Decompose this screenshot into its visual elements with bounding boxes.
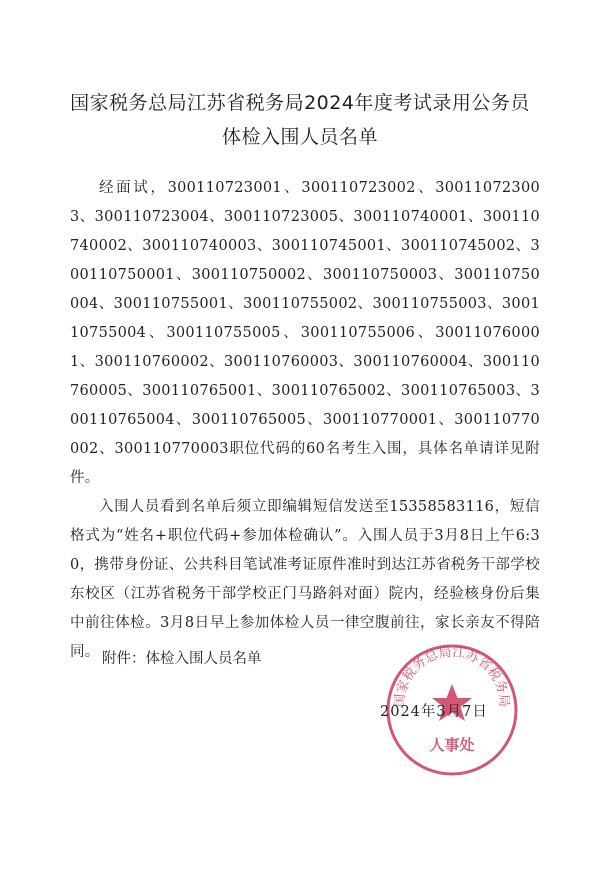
attachment-line: 附件：体检入围人员名单 [102,651,262,667]
seal-center-text: 人事处 [429,736,475,754]
document-body [70,174,540,667]
paragraph-instructions: 入围人员看到名单后须立即编辑短信发送至15358583116，短信格式为“姓名+职位代码+参加体检确认”。入围人员于3月8日上午6:30，携带身份证、公共科目笔试准考证原件准时到达江苏省税务干部学校东校区（江苏省税务干部学校正门马路斜对面）院内，经验核身份后集中前往体检。3月8日早上参加体检人员一律空腹前往，家长亲友不得陪同。 [70,499,540,660]
document-title-line-2: 体检入围人员名单 [221,126,378,148]
seal-ring-text: 国家税务总局江苏省税务局 [392,644,512,708]
document-date: 2024年3月7日 [380,704,488,720]
paragraph-interview-results: 经面试，300110723001、300110723002、300110723003、300110723004、300110723005、300110740001、300110740002、300110740003、300110745001、300110745002、300110750001、300110750002、300110750003、300110750004、300110755001、300110755002、300110755003、300110755004、300110755005、300110755006、300110760001、300110760002、300110760003、300110760004、300110760005、300110765001、300110765002、300110765003、300110765004、300110765005、300110770001、300110770002、300110770003职位代码的60名考生入围，具体名单请详见附件。 [70,180,540,486]
document-title-line-1: 国家税务总局江苏省税务局2024年度考试录用公务员 [70,92,530,114]
